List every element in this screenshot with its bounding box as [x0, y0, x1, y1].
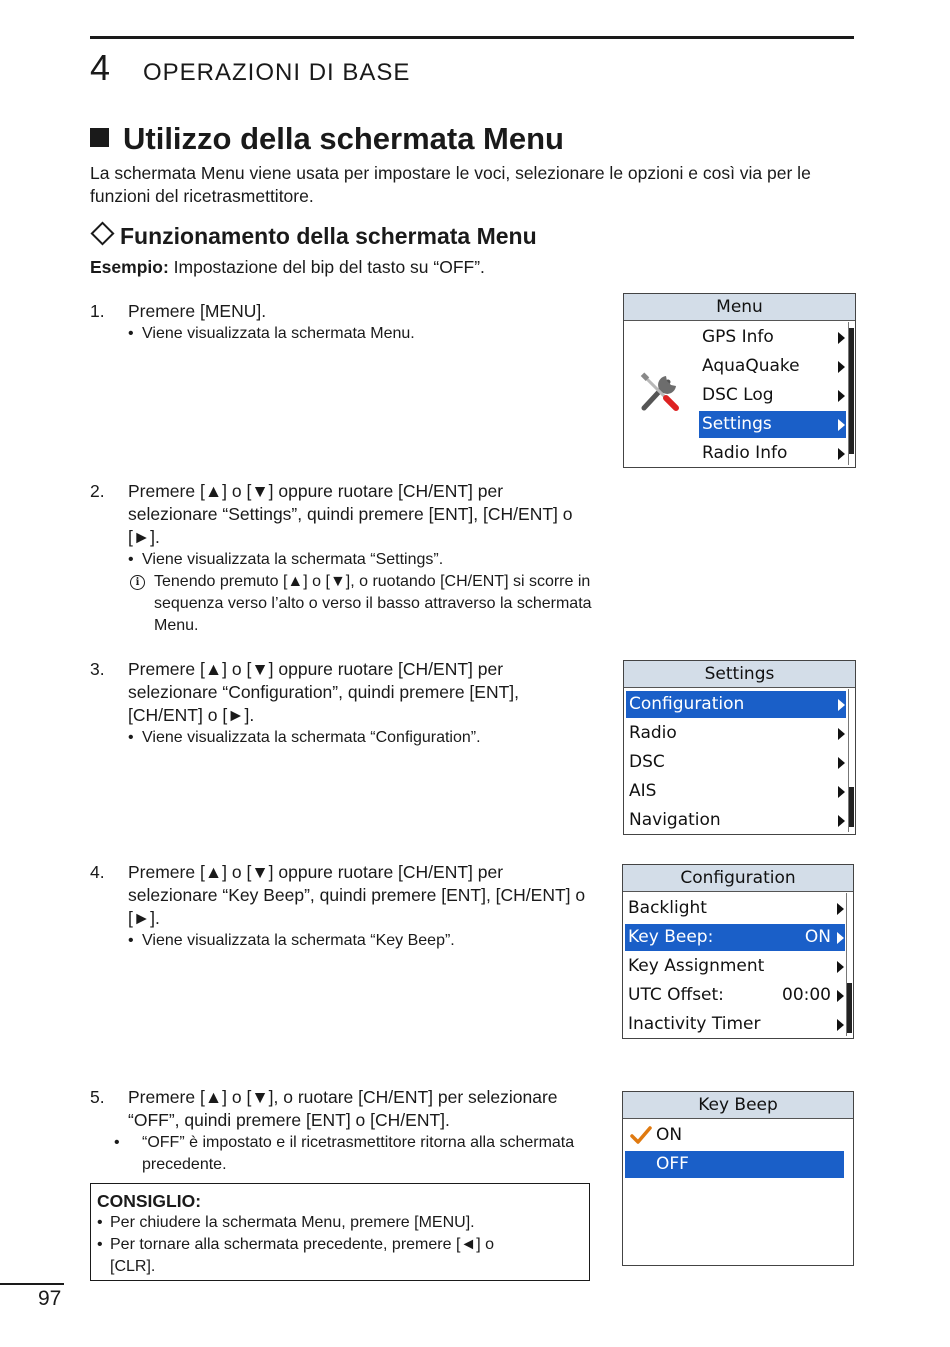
diamond-icon: [90, 221, 114, 245]
scrollbar-thumb[interactable]: [849, 328, 854, 454]
step-bullet: • “OFF” è impostato e il ricetrasmettitore ritorna alla schermata precedente.: [114, 1134, 575, 1173]
step-number: 5.: [90, 1087, 105, 1107]
config-item-inactivity-timer[interactable]: Inactivity Timer: [625, 1011, 845, 1038]
settings-item-radio[interactable]: Radio: [626, 720, 846, 747]
arrow-right-icon: [838, 786, 845, 798]
subsection-title: Funzionamento della schermata Menu: [90, 222, 537, 250]
chapter-title: OPERAZIONI DI BASE: [143, 59, 411, 86]
screen-title: Configuration: [623, 865, 853, 892]
page-number-rule: [0, 1283, 64, 1285]
configuration-screen: [622, 864, 854, 1039]
step-note: i Tenendo premuto [▲] o [▼], o ruotando [CH/ENT] si scorre in sequenza verso l’alto o verso il basso attraverso la schermata Menu.: [128, 571, 595, 637]
arrow-right-icon: [838, 390, 845, 402]
step-number: 3.: [90, 659, 105, 679]
arrow-right-icon: [838, 728, 845, 740]
step-text: Premere [MENU].: [128, 301, 267, 321]
scrollbar-thumb[interactable]: [849, 787, 854, 827]
screen-title: Menu: [624, 294, 855, 321]
arrow-right-icon: [838, 699, 845, 711]
menu-item-aquaquake[interactable]: AquaQuake: [699, 353, 846, 380]
step-1: [90, 300, 595, 345]
tip-heading: CONSIGLIO:: [97, 1191, 202, 1211]
tip-line-2: • Per tornare alla schermata precedente, premere [◄] o [CLR].: [97, 1236, 495, 1275]
menu-screen: [623, 293, 856, 468]
step-number: 4.: [90, 862, 105, 882]
step-4: [90, 861, 595, 952]
step-2: [90, 480, 595, 637]
square-bullet-icon: [90, 128, 109, 147]
setting-value: ON: [804, 927, 831, 947]
screen-title: Settings: [624, 661, 855, 688]
settings-item-navigation[interactable]: Navigation: [626, 807, 846, 834]
settings-screen: [623, 660, 856, 835]
section-title: Utilizzo della schermata Menu: [90, 120, 564, 158]
menu-item-settings[interactable]: Settings: [699, 411, 846, 438]
step-text: Premere [▲] o [▼] oppure ruotare [CH/ENT] per selezionare “Configuration”, quindi premere [ENT], [CH/ENT] o [►].: [128, 659, 520, 725]
arrow-right-icon: [838, 419, 845, 431]
menu-item-dsc-log[interactable]: DSC Log: [699, 382, 846, 409]
menu-item-radio-info[interactable]: Radio Info: [699, 440, 846, 467]
config-item-key-beep[interactable]: Key Beep: ON: [625, 924, 845, 951]
info-icon: i: [130, 575, 145, 590]
config-item-key-assignment[interactable]: Key Assignment: [625, 953, 845, 980]
arrow-right-icon: [838, 448, 845, 460]
config-item-utc-offset[interactable]: UTC Offset: 00:00: [625, 982, 845, 1009]
arrow-right-icon: [837, 932, 844, 944]
screen-title: Key Beep: [623, 1092, 853, 1119]
arrow-right-icon: [838, 332, 845, 344]
key-beep-option-on[interactable]: ON: [625, 1122, 844, 1149]
arrow-right-icon: [837, 903, 844, 915]
arrow-right-icon: [837, 990, 844, 1002]
step-text: Premere [▲] o [▼] oppure ruotare [CH/ENT] per selezionare “Key Beep”, quindi premere [ENT], [CH/ENT] o [►].: [128, 862, 586, 928]
section-intro: La schermata Menu viene usata per impostare le voci, selezionare le opzioni e così via per le funzioni del ricetrasmettitore.: [90, 163, 811, 206]
step-3: [90, 658, 595, 749]
step-number: 2.: [90, 481, 105, 501]
scrollbar-thumb[interactable]: [847, 983, 852, 1033]
tip-box: [90, 1183, 590, 1281]
arrow-right-icon: [838, 815, 845, 827]
arrow-right-icon: [837, 961, 844, 973]
step-bullet: • Viene visualizzata la schermata “Settings”.: [128, 551, 444, 568]
step-bullet: • Viene visualizzata la schermata “Configuration”.: [128, 729, 481, 746]
settings-item-ais[interactable]: AIS: [626, 778, 846, 805]
scrollbar[interactable]: [848, 322, 855, 465]
step-number: 1.: [90, 301, 105, 321]
arrow-right-icon: [838, 361, 845, 373]
top-rule: [90, 36, 854, 39]
arrow-right-icon: [837, 1019, 844, 1031]
tip-line-1: • Per chiudere la schermata Menu, premere [MENU].: [97, 1214, 475, 1231]
key-beep-option-off[interactable]: OFF: [625, 1151, 844, 1178]
arrow-right-icon: [838, 757, 845, 769]
scrollbar[interactable]: [846, 893, 853, 1036]
setting-value: 00:00: [782, 985, 831, 1005]
config-item-backlight[interactable]: Backlight: [625, 895, 845, 922]
step-bullet: • Viene visualizzata la schermata “Key Beep”.: [128, 932, 455, 949]
chapter-number: 4: [90, 47, 111, 88]
step-5: [90, 1086, 595, 1176]
example-line: Esempio: Impostazione del bip del tasto su “OFF”.: [90, 257, 485, 277]
settings-item-dsc[interactable]: DSC: [626, 749, 846, 776]
page-number: 97: [38, 1287, 62, 1310]
tools-icon: [638, 370, 682, 414]
menu-item-gps-info[interactable]: GPS Info: [699, 324, 846, 351]
scrollbar[interactable]: [848, 689, 855, 832]
step-text: Premere [▲] o [▼], o ruotare [CH/ENT] per selezionare “OFF”, quindi premere [ENT] o [CH/ENT].: [128, 1087, 558, 1130]
step-text: Premere [▲] o [▼] oppure ruotare [CH/ENT] per selezionare “Settings”, quindi premere [ENT], [CH/ENT] o [►].: [128, 481, 573, 547]
checkmark-icon: [630, 1125, 652, 1154]
key-beep-screen: [622, 1091, 854, 1266]
step-bullet: • Viene visualizzata la schermata Menu.: [128, 325, 415, 342]
settings-item-configuration[interactable]: Configuration: [626, 691, 846, 718]
